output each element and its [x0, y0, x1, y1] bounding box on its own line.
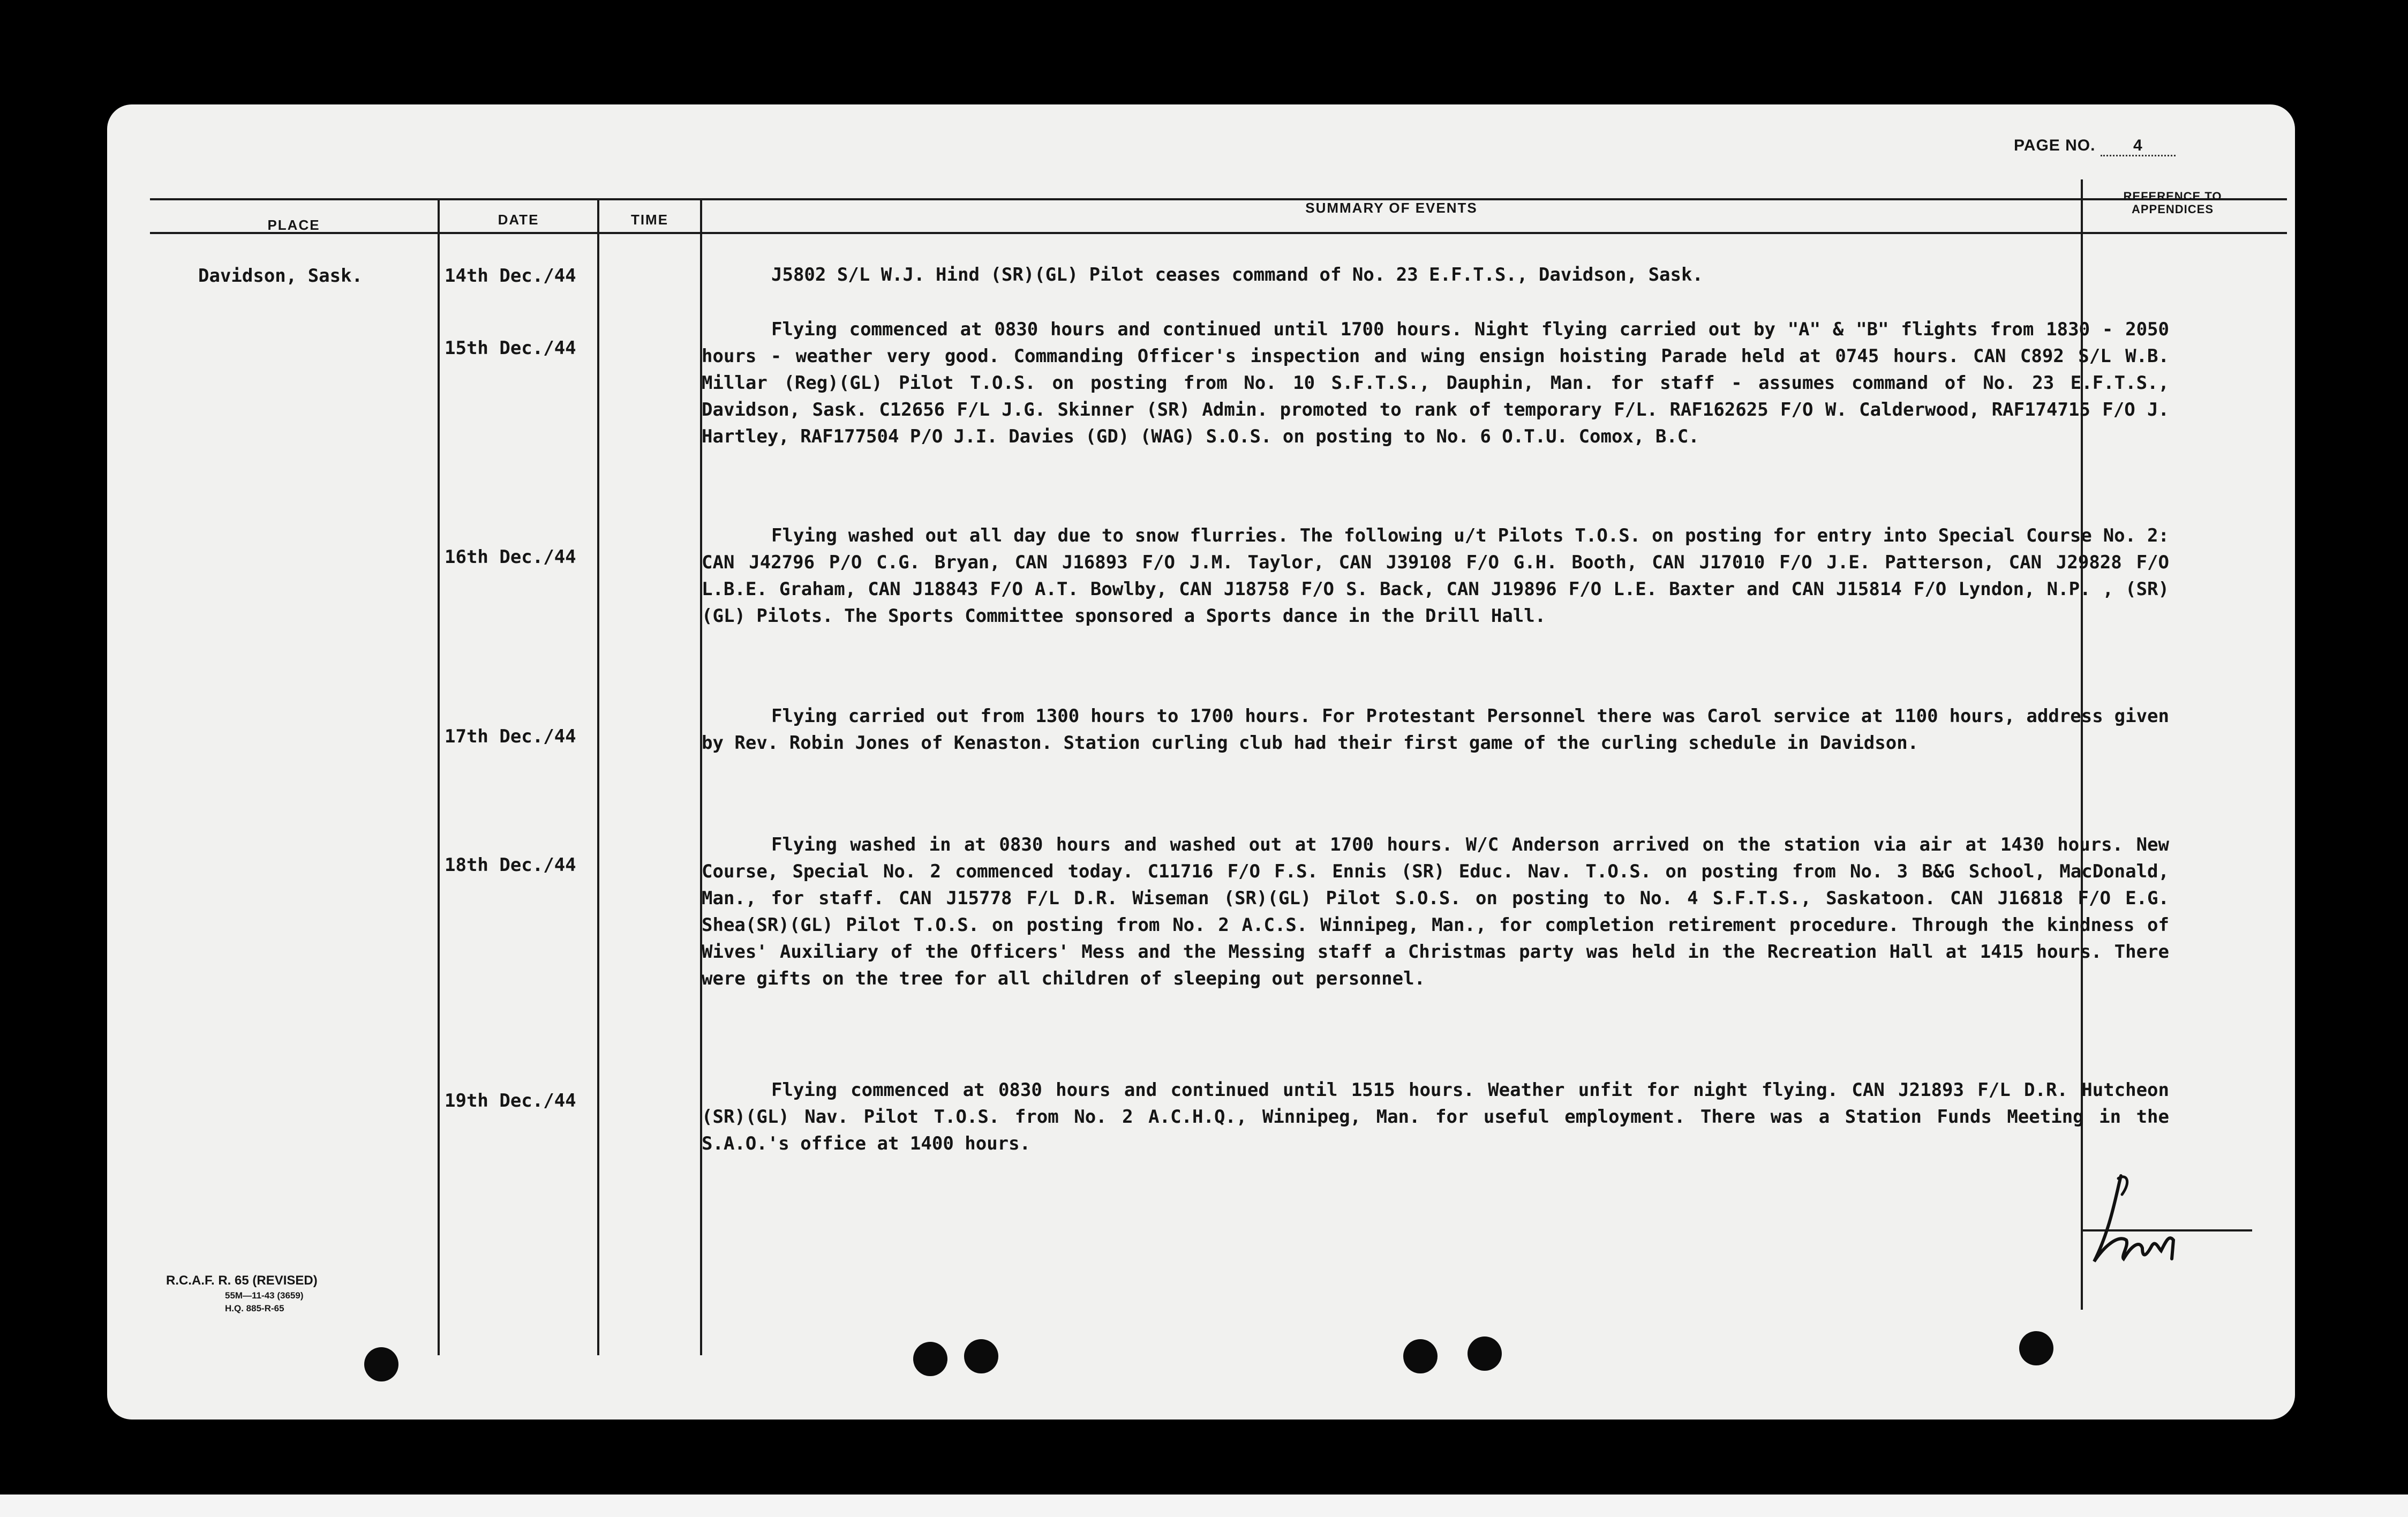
header-date: DATE — [498, 212, 539, 228]
entry-text: Flying carried out from 1300 hours to 1700 hours. For Protestant Personnel there was Carol service at 1100 hours, address given by Rev. Robin Jones of Kenaston. Station curling club had their first game of the curling schedule in Davidson. — [702, 705, 2169, 754]
punch-hole — [1468, 1336, 1502, 1371]
entry-text: Flying commenced at 0830 hours and continued until 1700 hours. Night flying carried out by "A" & "B" flights from 1830 - 2050 hours - weather very good. Commanding Officer's inspection and wing ensign hoisting Parade held at 0745 hours. CAN C892 S/L W.B. Millar (Reg)(GL) Pilot T.O.S. on posting from No. 10 S.F.T.S., Dauphin, Man. for staff - assumes command of No. 23 E.F.T.S., Davidson, Sask. C12656 F/L J.G. Skinner (SR) Admin. promoted to rank of temporary F/L. RAF162625 F/O W. Calderwood, RAF174715 F/O J. Hartley, RAF177504 P/O J.I. Davies (GD) (WAG) S.O.S. on posting to No. 6 O.T.U. Comox, B.C. — [702, 319, 2169, 447]
punch-hole — [913, 1342, 947, 1376]
place-value: Davidson, Sask. — [198, 265, 363, 287]
entry-summary — [702, 831, 2169, 992]
form-code-block — [166, 1272, 318, 1315]
header-summary-of-events: SUMMARY OF EVENTS — [1305, 200, 1478, 216]
entry-text: Flying commenced at 0830 hours and continued until 1515 hours. Weather unfit for night flying. CAN J21893 F/L D.R. Hutcheon (SR)(GL) Nav. Pilot T.O.S. from No. 2 A.C.H.Q., Winnipeg, Man. for useful employment. There was a Station Funds Meeting in the S.A.O.'s office at 1400 hours. — [702, 1079, 2169, 1154]
form-code: R.C.A.F. R. 65 (REVISED) — [166, 1273, 318, 1288]
entry-text: Flying washed out all day due to snow flurries. The following u/t Pilots T.O.S. on posting for entry into Special Course No. 2: CAN J42796 P/O C.G. Bryan, CAN J16893 F/O J.M. Taylor, CAN J39108 F/O G.H. Booth, CAN J17010 F/O J.E. Patterson, CAN J29828 F/O L.B.E. Graham, CAN J18843 F/O A.T. Bowlby, CAN J18758 F/O S. Back, CAN J19896 F/O L.E. Baxter and CAN J15814 F/O Lyndon, N.P. , (SR)(GL) Pilots. The Sports Committee sponsored a Sports dance in the Drill Hall. — [702, 525, 2169, 627]
entry-summary — [702, 1077, 2169, 1157]
header-reference-to-appendices — [2083, 190, 2262, 216]
entry-summary — [702, 703, 2169, 756]
column-divider-place-date — [438, 198, 440, 1355]
entry-text: J5802 S/L W.J. Hind (SR)(GL) Pilot ceases command of No. 23 E.F.T.S., Davidson, Sask. — [771, 264, 1703, 286]
entry-summary — [702, 316, 2169, 450]
signature-mark — [2089, 1154, 2212, 1278]
punch-hole — [2019, 1331, 2053, 1365]
diary-card — [107, 104, 2295, 1420]
column-divider-date-time — [597, 198, 599, 1355]
punch-hole — [364, 1347, 398, 1381]
header-time: TIME — [630, 212, 669, 228]
entry-date: 17th Dec./44 — [445, 726, 576, 747]
header-place: PLACE — [267, 217, 320, 233]
header-bottom-rule — [150, 232, 2287, 234]
entry-date: 16th Dec./44 — [445, 546, 576, 568]
entry-summary — [702, 261, 2169, 288]
form-print-line: 55M—11-43 (3659) — [225, 1290, 304, 1301]
header-reference-line1: REFERENCE TO — [2123, 190, 2222, 203]
entry-text: Flying washed in at 0830 hours and washed out at 1700 hours. W/C Anderson arrived on the station via air at 1430 hours. New Course, Special No. 2 commenced today. C11716 F/O F.S. Ennis (SR) Educ. Nav. T.O.S. on posting from No. 3 B&G School, MacDonald, Man., for staff. CAN J15778 F/L D.R. Wiseman (SR)(GL) Pilot S.O.S. on posting to No. 4 S.F.T.S., Saskatoon. CAN J16818 F/O E.G. Shea(SR)(GL) Pilot T.O.S. on posting from No. 2 A.C.S. Winnipeg, Man., for completion retirement procedure. Through the kindness of Wives' Auxiliary of the Officers' Mess and the Messing staff a Christmas party was held in the Recreation Hall at 1415 hours. There were gifts on the tree for all children of sleeping out personnel. — [702, 834, 2169, 989]
entry-date: 15th Dec./44 — [445, 337, 576, 359]
page-number — [2014, 137, 2176, 156]
header-reference-line2: APPENDICES — [2131, 202, 2214, 216]
entry-date: 19th Dec./44 — [445, 1090, 576, 1112]
entry-date: 18th Dec./44 — [445, 854, 576, 876]
punch-hole — [964, 1339, 998, 1373]
entry-summary — [702, 522, 2169, 629]
entry-date: 14th Dec./44 — [445, 265, 576, 287]
form-file-reference: H.Q. 885-R-65 — [225, 1303, 284, 1313]
page-number-label: PAGE NO. — [2014, 137, 2096, 154]
punch-hole — [1403, 1339, 1438, 1373]
scan-bottom-edge — [0, 1495, 2408, 1517]
page-number-value: 4 — [2101, 137, 2176, 156]
